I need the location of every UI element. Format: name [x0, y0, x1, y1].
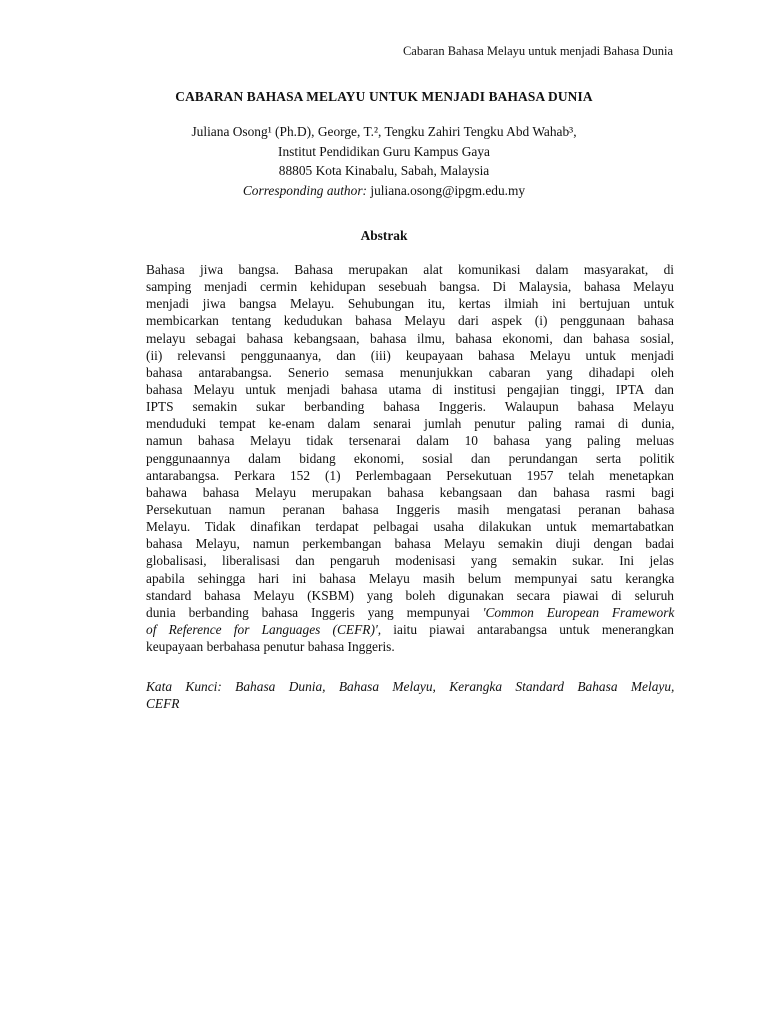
abstract-line: menjadi jiwa bangsa Melayu. Sehubungan itu, kertas ilmiah ini bertujuan untuk	[146, 296, 675, 312]
abstract-line: menduduki tempat ke-enam dalam senarai jumlah penutur paling ramai di dunia,	[146, 416, 675, 432]
abstract-line: apabila sehingga hari ini bahasa Melayu masih belum mempunyai satu kerangka	[146, 570, 675, 586]
abstract-line: keupayaan berbahasa penutur bahasa Inggeris.	[146, 639, 395, 655]
authors-block	[0, 122, 768, 201]
abstract-line: samping menjadi cermin kehidupan sesebuah bangsa. Di Malaysia, bahasa Melayu	[146, 279, 674, 295]
abstract-line-mixed	[146, 604, 674, 621]
abstract-line: bahasa Melayu untuk menjadi bahasa utama di institusi pengajian tinggi, IPTA dan	[146, 381, 674, 397]
keywords-line: CEFR	[146, 696, 180, 712]
running-header: Cabaran Bahasa Melayu untuk menjadi Bahasa Dunia	[402, 44, 673, 58]
abstract-body	[146, 261, 674, 655]
paper-title: CABARAN BAHASA MELAYU UNTUK MENJADI BAHASA DUNIA	[175, 89, 593, 104]
cefr-title-part2: of Reference for Languages (CEFR)',	[146, 621, 382, 637]
cefr-title-part1: 'Common European Framework	[482, 604, 675, 620]
abstract-heading: Abstrak	[360, 228, 408, 243]
abstract-line-text: dunia berbanding bahasa Inggeris yang mempunyai	[146, 604, 483, 620]
abstract-line: Melayu. Tidak dinafikan terdapat pelbagai usaha dilakukan untuk memartabatkan	[146, 519, 674, 535]
abstract-line: membicarkan tentang kedudukan bahasa Melayu dari aspek (i) penggunaan bahasa	[146, 313, 674, 329]
author-names: Juliana Osong¹ (Ph.D), George, T.², Tengku Zahiri Tengku Abd Wahab³,	[191, 124, 577, 139]
abstract-line: namun bahasa Melayu tidak tersenarai dalam 10 bahasa yang paling meluas	[146, 433, 675, 449]
author-institution: Institut Pendidikan Guru Kampus Gaya	[278, 143, 490, 159]
abstract-line: melayu sebagai bahasa kebangsaan, bahasa ilmu, bahasa ekonomi, dan bahasa sosial,	[146, 330, 674, 346]
abstract-line: (ii) relevansi penggunaanya, dan (iii) keupayaan bahasa Melayu untuk menjadi	[146, 347, 675, 363]
abstract-line-mixed	[146, 621, 674, 638]
abstract-line: bahasa antarabangsa. Senerio semasa menunjukkan cabaran yang dihadapi oleh	[146, 364, 674, 380]
abstract-line: Bahasa jiwa bangsa. Bahasa merupakan alat komunikasi dalam masyarakat, di	[146, 262, 674, 277]
abstract-line: standard bahasa Melayu (KSBM) yang boleh digunakan secara piawai di seluruh	[146, 587, 674, 603]
abstract-line: penggunaannya dalam bidang ekonomi, sosial dan perundangan serta politik	[146, 450, 675, 466]
abstract-line: bahawa bahasa Melayu merupakan bahasa kebangsaan dan bahasa rasmi bagi	[146, 484, 675, 500]
abstract-line: antarabangsa. Perkara 152 (1) Perlembagaan Persekutuan 1957 telah menetapkan	[146, 467, 674, 483]
abstract-line: globalisasi, liberalisasi dan pengaruh modenisasi yang semakin sukar. Ini jelas	[146, 553, 674, 569]
keywords	[146, 678, 674, 712]
keywords-line: Kata Kunci: Bahasa Dunia, Bahasa Melayu, Kerangka Standard Bahasa Melayu,	[146, 679, 675, 694]
corresponding-author-label: Corresponding author:	[242, 183, 367, 199]
abstract-line: bahasa Melayu, namun perkembangan bahasa Melayu semakin diuji dengan badai	[146, 536, 675, 552]
abstract-line: Persekutuan namun peranan bahasa Inggeris masih mengatasi peranan bahasa	[146, 501, 675, 517]
corresponding-author	[0, 181, 768, 201]
abstract-line: IPTS semakin sukar berbanding bahasa Inggeris. Walaupun bahasa Melayu	[146, 399, 674, 415]
author-address: 88805 Kota Kinabalu, Sabah, Malaysia	[278, 163, 490, 179]
abstract-line-text: iaitu piawai antarabangsa untuk menerangkan	[381, 621, 674, 637]
corresponding-author-email: juliana.osong@ipgm.edu.my	[367, 183, 526, 199]
